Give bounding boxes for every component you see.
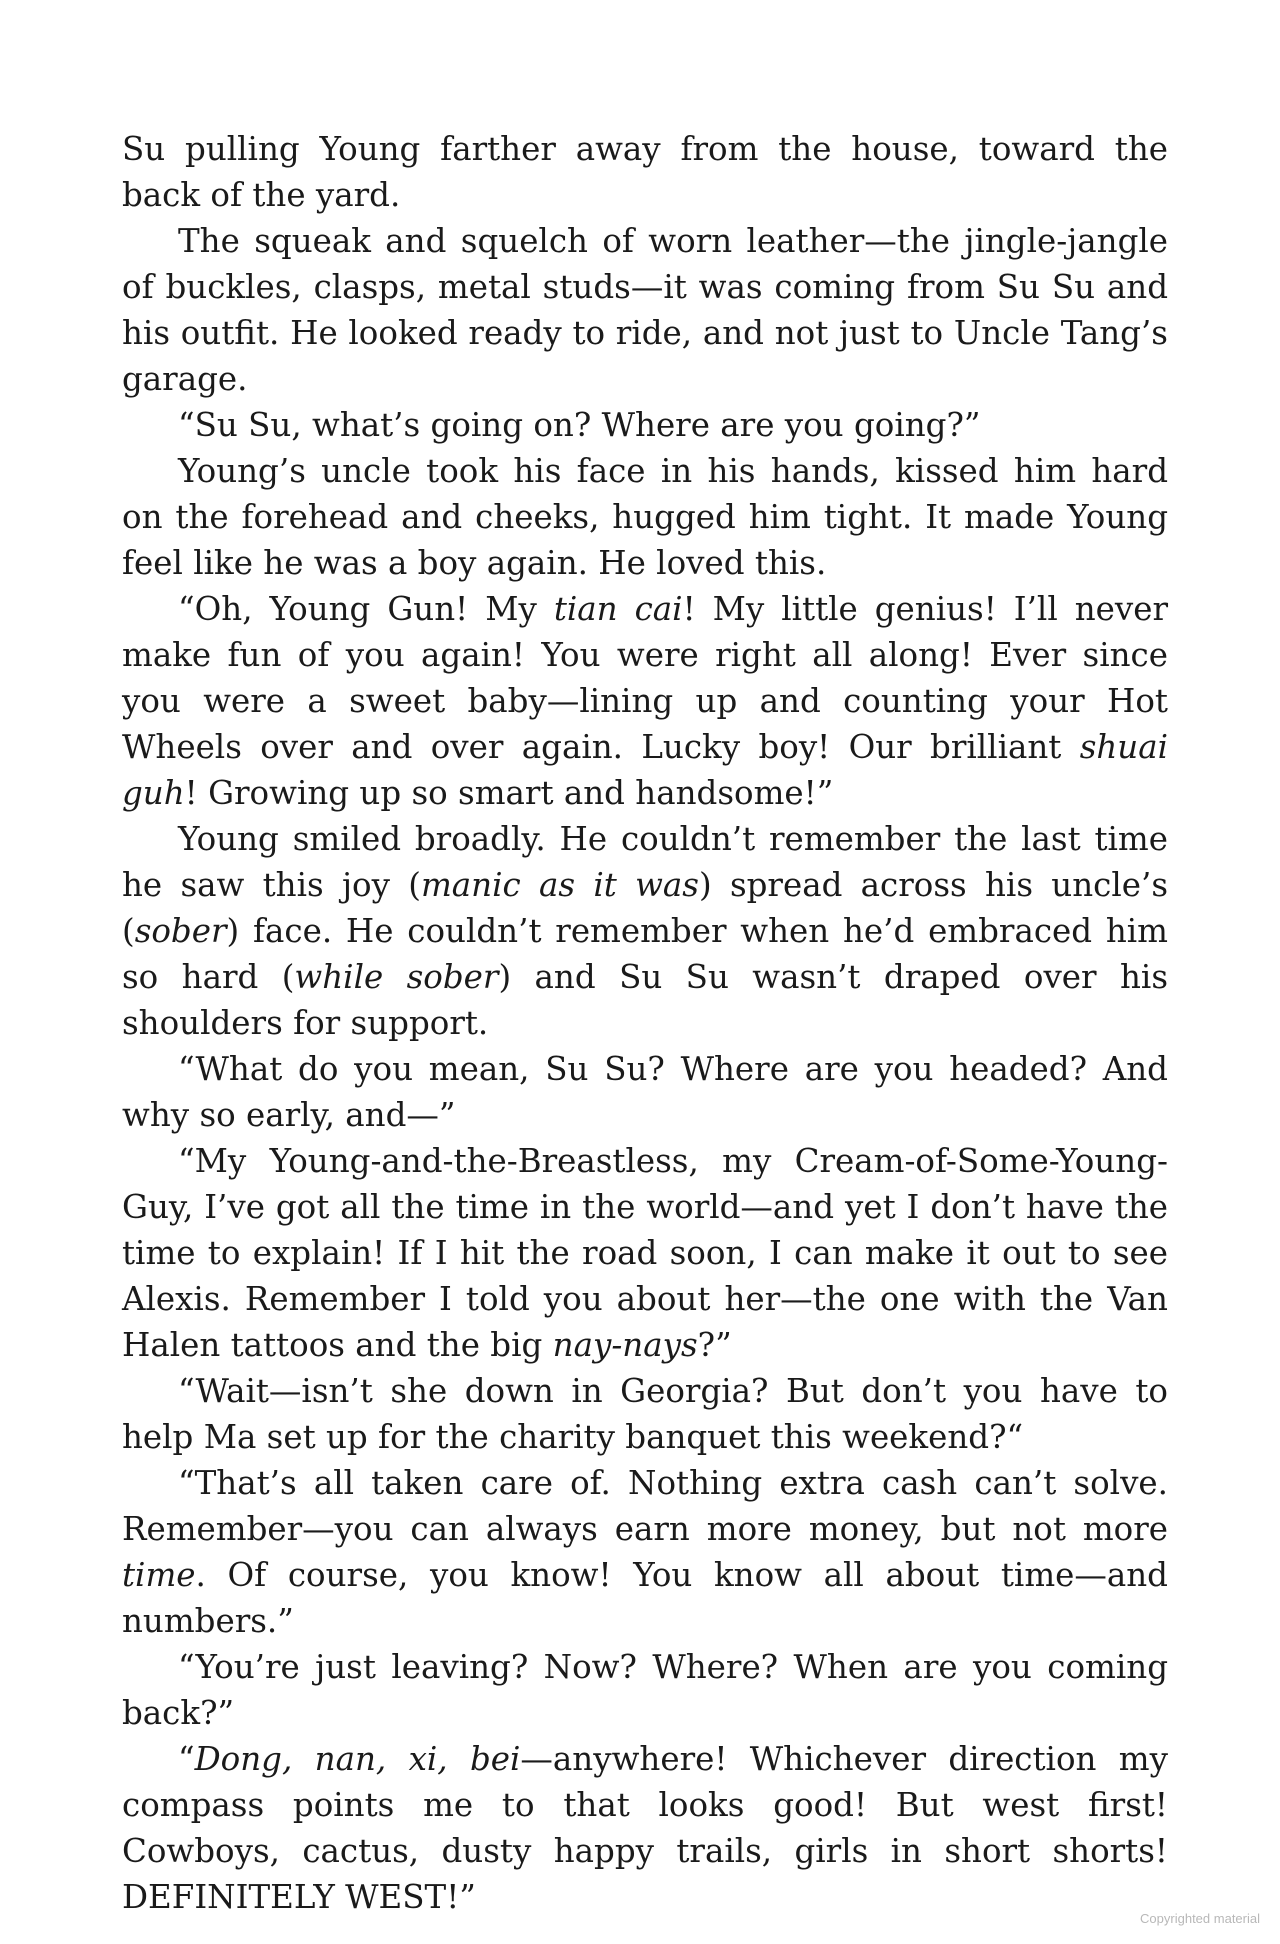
italic-text: Dong, nan, xi, bei (194, 1740, 521, 1778)
italic-text: nay-nays (552, 1326, 698, 1364)
book-page-body (122, 126, 1168, 1920)
text-run: ) face. He couldn’t remember when he’d embraced him so hard ( (122, 912, 1168, 996)
copyright-watermark: Copyrighted material (1140, 1911, 1260, 1926)
paragraph (122, 1368, 1168, 1460)
text-run: “You’re just leaving? Now? Where? When are you coming back?” (122, 1648, 1168, 1732)
text-run: “My Young-and-the-Breastless, my Cream-of-Some-Young-Guy, I’ve got all the time in the world—and yet I don’t have the time to explain! If I hit the road soon, I can make it out to see Alexis. Remember I told you about her—the one with the Van Halen tattoos and the big (122, 1142, 1168, 1364)
text-run: “Wait—isn’t she down in Georgia? But don’t you have to help Ma set up for the charity banquet this weekend?“ (122, 1372, 1168, 1456)
text-run: Young smiled broadly. He couldn’t remember the last time he saw this joy ( (122, 820, 1168, 904)
paragraph (122, 1460, 1168, 1644)
text-run: —anywhere! Whichever direction my compass points me to that looks good! But west first! Cowboys, cactus, dusty happy trails, girls in short shorts! DEFINITELY WEST!” (122, 1740, 1168, 1916)
text-run: “Oh, Young Gun! My (178, 590, 554, 628)
paragraph (122, 1046, 1168, 1138)
italic-text: while sober (294, 958, 499, 996)
paragraph (122, 1736, 1168, 1920)
paragraph (122, 218, 1168, 402)
paragraph (122, 1644, 1168, 1736)
text-run: ! My little genius! I’ll never make fun of you again! You were right all along! Ever since you were a sweet baby—lining up and counting your Hot Wheels over and over again. Lucky boy! Our brilliant (122, 590, 1168, 766)
text-run: “Su Su, what’s going on? Where are you going?” (178, 406, 981, 444)
italic-text: shuai guh (122, 728, 1168, 812)
text-run: ?” (697, 1326, 732, 1364)
text-run: “What do you mean, Su Su? Where are you headed? And why so early, and—” (122, 1050, 1168, 1134)
text-run: . Of course, you know! You know all about time—and numbers.” (122, 1556, 1168, 1640)
text-run: ! Growing up so smart and handsome!” (184, 774, 834, 812)
italic-text: sober (134, 912, 227, 950)
text-run: “ (178, 1740, 195, 1778)
italic-text: manic as it was (420, 866, 699, 904)
text-run: Young’s uncle took his face in his hands, kissed him hard on the forehead and cheeks, hugged him tight. It made Young feel like he was a boy again. He loved this. (122, 452, 1168, 582)
text-run: Su pulling Young farther away from the house, toward the back of the yard. (122, 130, 1168, 214)
paragraph (122, 586, 1168, 816)
italic-text: time (122, 1556, 196, 1594)
paragraph (122, 402, 1168, 448)
paragraph (122, 448, 1168, 586)
text-run: ) spread across his uncle’s ( (122, 866, 1169, 950)
paragraph (122, 126, 1168, 218)
text-run: “That’s all taken care of. Nothing extra cash can’t solve. Remember—you can always earn more money, but not more (122, 1464, 1168, 1548)
paragraph (122, 816, 1168, 1046)
italic-text: tian cai (553, 590, 683, 628)
paragraph (122, 1138, 1168, 1368)
text-run: ) and Su Su wasn’t draped over his shoulders for support. (122, 958, 1169, 1042)
text-run: The squeak and squelch of worn leather—the jingle-jangle of buckles, clasps, metal studs—it was coming from Su Su and his outfit. He looked ready to ride, and not just to Uncle Tang’s garage. (122, 222, 1168, 398)
